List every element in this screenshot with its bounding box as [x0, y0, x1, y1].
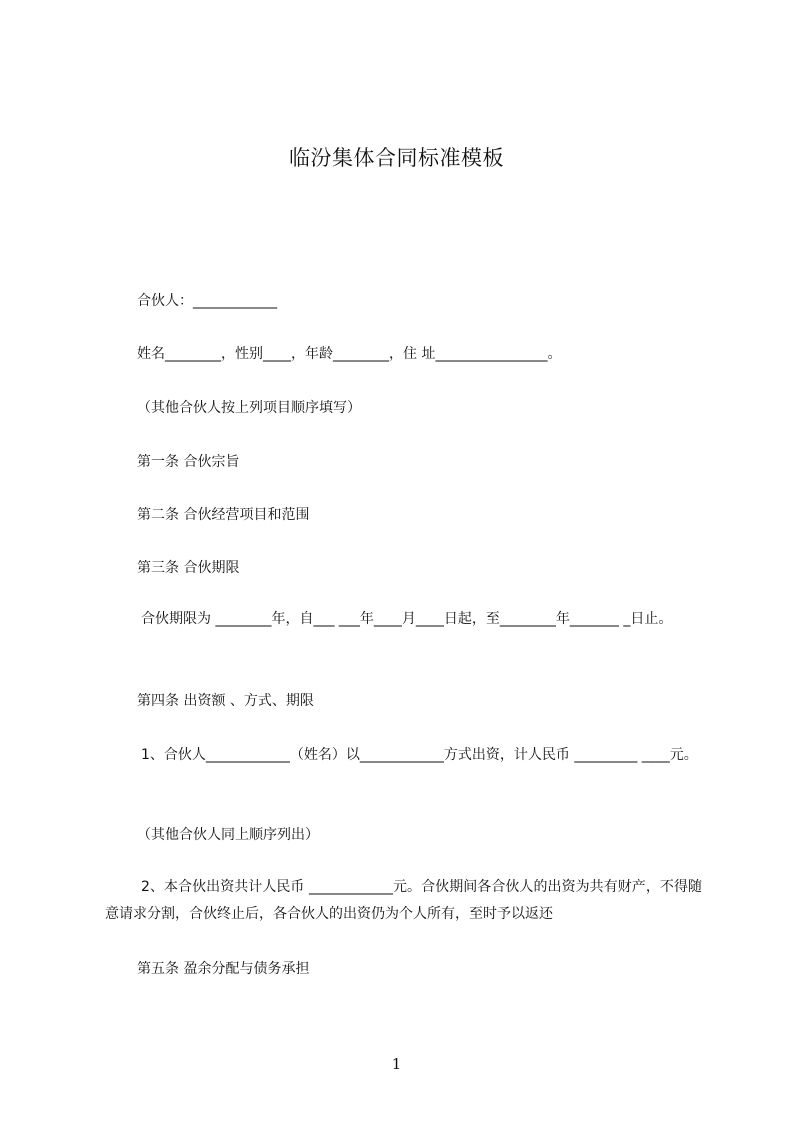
partner-info-line: 姓名________，性别____，年龄________，住 址________________。 — [137, 346, 562, 362]
partner-note: （其他合伙人按上列项目顺序填写） — [137, 400, 361, 416]
contribution-1-paragraph: 1、合伙人____________（姓名）以____________方式出资，计人民币 _________ ____元。 — [141, 747, 698, 763]
page-number: 1 — [391, 1055, 402, 1073]
partner-label: 合伙人：____________ — [137, 293, 277, 309]
article-1-heading: 第一条 合伙宗旨 — [137, 454, 240, 470]
contribution-2-paragraph: 2、本合伙出资共计人民币 ____________元。合伙期间各合伙人的出资为共有财产，不得随意请求分割，合伙终止后，各合伙人的出资仍为个人所有，至时予以返还 — [105, 879, 702, 922]
term-paragraph: 合伙期限为 ________年，自___ ___年____月____日起，至________年_______ _日止。 — [141, 611, 673, 627]
article-3-heading: 第三条 合伙期限 — [137, 560, 240, 576]
contribution-note: （其他合伙人同上顺序列出） — [137, 827, 319, 843]
document-title: 临汾集体合同标准模板 — [289, 146, 504, 170]
article-2-heading: 第二条 合伙经营项目和范围 — [137, 507, 310, 523]
article-4-heading: 第四条 出资额 、方式、期限 — [137, 693, 314, 709]
article-5-heading: 第五条 盈余分配与债务承担 — [137, 961, 310, 977]
